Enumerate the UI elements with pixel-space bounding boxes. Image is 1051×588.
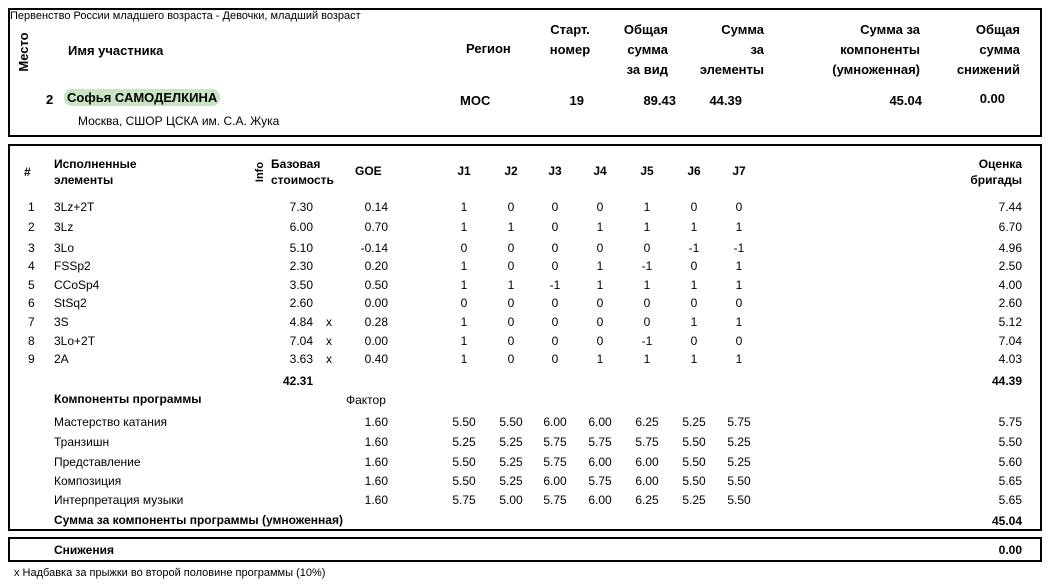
num-header: #: [24, 165, 31, 179]
components-total-label: Сумма за компоненты программы (умноженная): [54, 513, 343, 527]
judge-mark: 0: [551, 352, 559, 366]
component-judge-mark: 5.75: [543, 455, 567, 469]
element-base-value: 7.04: [289, 334, 313, 348]
element-score: 5.12: [998, 315, 1022, 329]
judge-mark: 1: [643, 278, 651, 292]
element-goe: 0.20: [364, 259, 388, 273]
component-judge-mark: 5.50: [452, 455, 476, 469]
element-code: 2A: [54, 352, 69, 366]
elements-total: 44.39: [991, 374, 1022, 388]
judge-mark: 1: [643, 352, 651, 366]
judge-mark: 0: [735, 296, 743, 310]
judge-mark: 1: [460, 220, 468, 234]
component-judge-mark: 5.50: [499, 415, 523, 429]
skater-total: 89.43: [643, 93, 676, 108]
deductions-box: [8, 537, 1042, 562]
element-score: 7.04: [998, 334, 1022, 348]
judge-mark: 1: [735, 352, 743, 366]
judge-mark: 0: [735, 200, 743, 214]
judge-mark: 1: [460, 200, 468, 214]
element-code: FSSp2: [54, 259, 91, 273]
component-judge-mark: 5.50: [682, 474, 706, 488]
judge-mark: 1: [690, 315, 698, 329]
component-judge-mark: 5.75: [588, 474, 612, 488]
component-judge-mark: 5.25: [682, 493, 706, 507]
skater-club: Москва, СШОР ЦСКА им. С.А. Жука: [78, 114, 280, 128]
component-judge-mark: 5.75: [727, 415, 751, 429]
judge-mark: 0: [643, 296, 651, 310]
element-base-value: 2.60: [289, 296, 313, 310]
element-score: 7.44: [998, 200, 1022, 214]
component-judge-mark: 5.00: [499, 493, 523, 507]
judge-mark: 0: [507, 296, 515, 310]
judge-mark: 1: [596, 220, 604, 234]
component-judge-mark: 6.00: [543, 474, 567, 488]
element-number: 6: [28, 296, 35, 310]
start-no-header: Старт. номер: [549, 22, 591, 57]
total-header: Общая сумма за вид: [623, 22, 668, 77]
element-code: StSq2: [54, 296, 87, 310]
judge-header: J3: [548, 164, 562, 178]
element-score: 4.03: [998, 352, 1022, 366]
element-score: 6.70: [998, 220, 1022, 234]
element-code: CCoSp4: [54, 278, 100, 292]
component-judge-mark: 5.50: [682, 455, 706, 469]
elements-header: Сумма за элементы: [699, 22, 764, 77]
element-score: 4.96: [998, 241, 1022, 255]
deductions-total: 0.00: [998, 543, 1022, 557]
component-judge-mark: 6.00: [588, 455, 612, 469]
skater-place: 2: [46, 92, 54, 107]
region-header: Регион: [466, 41, 511, 56]
components-title: Компоненты программы: [54, 392, 202, 406]
judge-mark: -1: [549, 278, 561, 292]
judge-mark: 0: [507, 334, 515, 348]
name-header: Имя участника: [68, 43, 164, 58]
component-judge-mark: 5.25: [727, 435, 751, 449]
component-judge-mark: 6.00: [543, 415, 567, 429]
element-goe: 0.50: [364, 278, 388, 292]
judge-mark: 0: [551, 315, 559, 329]
skater-name: Софья САМОДЕЛКИНА: [64, 90, 220, 105]
judge-mark: 1: [596, 352, 604, 366]
element-bonus-mark: x: [326, 315, 332, 329]
element-number: 9: [28, 352, 35, 366]
component-score: 5.60: [998, 455, 1022, 469]
judge-mark: 1: [507, 278, 515, 292]
judge-mark: 1: [735, 278, 743, 292]
component-judge-mark: 6.00: [588, 415, 612, 429]
element-number: 1: [28, 200, 35, 214]
judge-mark: 0: [551, 220, 559, 234]
component-judge-mark: 5.25: [452, 435, 476, 449]
judge-header: J2: [504, 164, 518, 178]
component-judge-mark: 6.00: [635, 455, 659, 469]
component-factor: 1.60: [364, 493, 388, 507]
element-base-value: 2.30: [289, 259, 313, 273]
judge-mark: 0: [551, 334, 559, 348]
element-base-value: 3.63: [289, 352, 313, 366]
judge-mark: 0: [507, 315, 515, 329]
judge-mark: 1: [460, 315, 468, 329]
footnote: x Надбавка за прыжки во второй половине программы (10%): [14, 567, 326, 579]
element-base-value: 4.84: [289, 315, 313, 329]
judge-mark: -1: [688, 241, 700, 255]
component-judge-mark: 5.75: [543, 435, 567, 449]
judge-mark: 1: [460, 352, 468, 366]
judge-mark: 0: [596, 200, 604, 214]
judge-mark: 1: [596, 278, 604, 292]
component-judge-mark: 5.50: [452, 474, 476, 488]
component-judge-mark: 5.75: [452, 493, 476, 507]
element-number: 4: [28, 259, 35, 273]
element-score: 2.60: [998, 296, 1022, 310]
component-judge-mark: 5.50: [682, 435, 706, 449]
component-judge-mark: 5.25: [499, 455, 523, 469]
judge-mark: 0: [551, 241, 559, 255]
component-score: 5.65: [998, 493, 1022, 507]
judge-mark: 0: [460, 241, 468, 255]
judge-mark: 0: [643, 315, 651, 329]
component-judge-mark: 5.75: [543, 493, 567, 507]
element-number: 2: [28, 220, 35, 234]
component-name: Мастерство катания: [54, 415, 168, 429]
info-header: Info: [254, 161, 266, 183]
component-name: Представление: [54, 455, 141, 469]
element-base-value: 7.30: [289, 200, 313, 214]
components-header: Сумма за компоненты (умноженная): [832, 22, 920, 77]
component-judge-mark: 5.75: [635, 435, 659, 449]
judge-mark: 0: [690, 259, 698, 273]
skater-elements-score: 44.39: [709, 93, 742, 108]
component-judge-mark: 6.25: [635, 493, 659, 507]
judge-mark: 0: [507, 259, 515, 273]
component-judge-mark: 5.50: [452, 415, 476, 429]
component-factor: 1.60: [364, 474, 388, 488]
component-judge-mark: 5.25: [682, 415, 706, 429]
skater-region: MOC: [460, 93, 491, 108]
component-name: Транзишн: [54, 435, 110, 449]
judge-mark: -1: [733, 241, 745, 255]
component-judge-mark: 5.50: [727, 493, 751, 507]
element-goe: 0.14: [364, 200, 388, 214]
element-code: 3S: [54, 315, 69, 329]
component-factor: 1.60: [364, 455, 388, 469]
judge-mark: 0: [596, 315, 604, 329]
element-code: 3Lo+2T: [54, 334, 96, 348]
component-name: Композиция: [54, 474, 122, 488]
component-judge-mark: 6.00: [588, 493, 612, 507]
judge-mark: 1: [690, 352, 698, 366]
judge-mark: 0: [507, 200, 515, 214]
element-code: 3Lz+2T: [54, 200, 95, 214]
element-code: 3Lz: [54, 220, 74, 234]
judge-header: J1: [457, 164, 471, 178]
element-bonus-mark: x: [326, 334, 332, 348]
judge-mark: 1: [596, 259, 604, 273]
element-number: 7: [28, 315, 35, 329]
component-judge-mark: 6.00: [635, 474, 659, 488]
element-number: 8: [28, 334, 35, 348]
factor-label: Фактор: [346, 393, 386, 407]
judge-mark: 1: [460, 259, 468, 273]
skater-deductions: 0.00: [979, 91, 1005, 106]
judge-mark: -1: [641, 334, 653, 348]
judge-mark: 0: [690, 200, 698, 214]
component-score: 5.75: [998, 415, 1022, 429]
judge-mark: 1: [643, 200, 651, 214]
judge-mark: 1: [690, 278, 698, 292]
judge-mark: 1: [460, 334, 468, 348]
component-judge-mark: 5.25: [499, 435, 523, 449]
judge-mark: 1: [690, 220, 698, 234]
judge-mark: -1: [641, 259, 653, 273]
component-judge-mark: 5.50: [727, 474, 751, 488]
component-factor: 1.60: [364, 435, 388, 449]
skater-start-no: 19: [569, 93, 584, 108]
goe-header: GOE: [355, 164, 382, 178]
executed-header: Исполненные элементы: [54, 157, 137, 187]
components-total: 45.04: [991, 514, 1022, 528]
event-title: Первенство России младшего возраста - Девочки, младший возраст: [10, 10, 361, 22]
component-judge-mark: 5.25: [499, 474, 523, 488]
skater-components-score: 45.04: [889, 93, 922, 108]
judge-mark: 0: [690, 296, 698, 310]
element-score: 2.50: [998, 259, 1022, 273]
judge-mark: 0: [735, 334, 743, 348]
judge-header: J5: [640, 164, 654, 178]
element-bonus-mark: x: [326, 352, 332, 366]
judge-mark: 1: [735, 315, 743, 329]
judge-mark: 0: [551, 259, 559, 273]
element-goe: -0.14: [360, 241, 388, 255]
judge-header: J6: [687, 164, 701, 178]
judge-mark: 0: [643, 241, 651, 255]
judge-mark: 0: [596, 241, 604, 255]
judge-mark: 1: [735, 220, 743, 234]
judge-mark: 0: [551, 200, 559, 214]
judge-mark: 0: [596, 296, 604, 310]
judge-mark: 1: [735, 259, 743, 273]
element-code: 3Lo: [54, 241, 75, 255]
judge-mark: 0: [690, 334, 698, 348]
element-goe: 0.40: [364, 352, 388, 366]
element-goe: 0.70: [364, 220, 388, 234]
component-score: 5.50: [998, 435, 1022, 449]
judge-mark: 0: [507, 352, 515, 366]
base-header: Базовая стоимость: [271, 157, 334, 187]
element-goe: 0.28: [364, 315, 388, 329]
judge-mark: 1: [460, 278, 468, 292]
element-goe: 0.00: [364, 334, 388, 348]
place-header: Место: [16, 32, 31, 72]
judge-header: J4: [593, 164, 607, 178]
element-base-value: 3.50: [289, 278, 313, 292]
judge-mark: 1: [507, 220, 515, 234]
deductions-header: Общая сумма снижений: [956, 22, 1020, 77]
judge-mark: 0: [460, 296, 468, 310]
judge-mark: 1: [643, 220, 651, 234]
element-number: 5: [28, 278, 35, 292]
deductions-label: Снижения: [54, 543, 114, 557]
component-judge-mark: 5.25: [727, 455, 751, 469]
component-name: Интерпретация музыки: [54, 493, 184, 507]
element-goe: 0.00: [364, 296, 388, 310]
component-judge-mark: 6.25: [635, 415, 659, 429]
judge-header: J7: [732, 164, 746, 178]
element-number: 3: [28, 241, 35, 255]
judge-mark: 0: [507, 241, 515, 255]
panel-header: Оценка бригады: [970, 157, 1022, 187]
component-factor: 1.60: [364, 415, 388, 429]
element-base-value: 5.10: [289, 241, 313, 255]
element-base-value: 6.00: [289, 220, 313, 234]
component-judge-mark: 5.75: [588, 435, 612, 449]
judge-mark: 0: [596, 334, 604, 348]
judge-mark: 0: [551, 296, 559, 310]
component-score: 5.65: [998, 474, 1022, 488]
base-total: 42.31: [282, 374, 313, 388]
element-score: 4.00: [998, 278, 1022, 292]
